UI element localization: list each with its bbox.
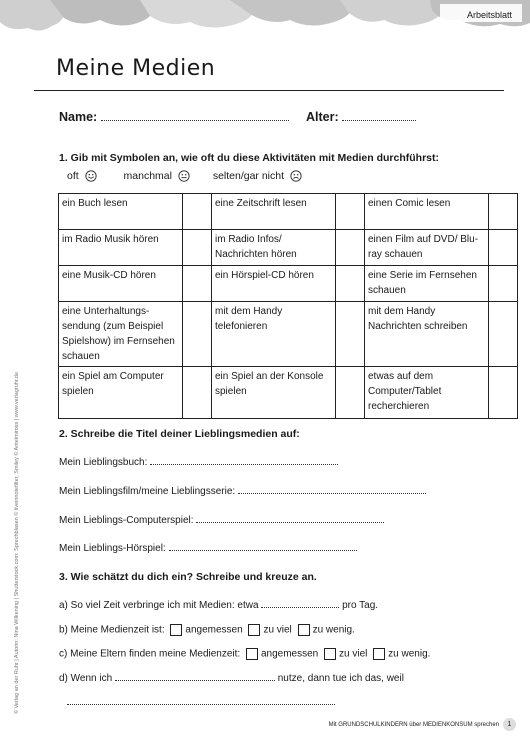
symbol-legend (67, 170, 322, 182)
answer-box[interactable] (489, 266, 518, 302)
option-label: zu viel (263, 624, 292, 636)
answer-box[interactable] (183, 302, 212, 367)
age-row (306, 110, 416, 124)
answer-box[interactable] (336, 266, 365, 302)
legend-label-rarely: selten/gar nicht (212, 170, 285, 182)
favorite-film-field[interactable] (238, 493, 426, 494)
option-label: angemessen (185, 624, 243, 636)
age-field[interactable] (342, 120, 416, 121)
table-row (59, 302, 518, 367)
activity-cell: im Radio Musik hören (59, 230, 183, 266)
answer-box[interactable] (183, 367, 212, 419)
favorite-game-field[interactable] (196, 522, 384, 523)
option-label: zu viel (339, 648, 368, 660)
q3d-answer-line (59, 697, 335, 708)
activity-cell: eine Serie im Fernsehen schauen (365, 266, 489, 302)
time-field[interactable] (261, 607, 339, 608)
checkbox-appropriate[interactable] (170, 624, 182, 636)
speech-bubbles-decoration (0, 0, 530, 38)
age-label: Alter: (306, 110, 339, 124)
credit-sidebar (12, 360, 22, 720)
q3d-suffix: nutze, dann tue ich das, weil (277, 673, 404, 684)
answer-box[interactable] (336, 302, 365, 367)
title-divider (34, 90, 504, 91)
activity-cell: mit dem Handy telefonieren (212, 302, 336, 367)
worksheet-label: Arbeitsblatt (466, 10, 512, 20)
happy-smiley-icon (85, 170, 97, 182)
table-row (59, 230, 518, 266)
page-number: 1 (503, 718, 516, 731)
q3b-line (59, 624, 355, 636)
activity-cell: eine Zeitschrift lesen (212, 194, 336, 230)
checkbox-too-much[interactable] (248, 624, 260, 636)
activity-cell: einen Comic lesen (365, 194, 489, 230)
question-2-heading: 2. Schreibe die Titel deiner Lieblingsmedien auf: (59, 428, 300, 440)
q3a-line (59, 600, 378, 611)
checkbox-too-little[interactable] (298, 624, 310, 636)
table-row (59, 266, 518, 302)
table-row (59, 367, 518, 419)
footer (329, 718, 516, 731)
media-field[interactable] (115, 680, 275, 681)
activity-cell: im Radio Infos/ Nachrichten hören (212, 230, 336, 266)
question-1-heading: 1. Gib mit Symbolen an, wie oft du diese Aktivitäten mit Medien durchführst: (59, 152, 439, 164)
favorite-film-label: Mein Lieblingsfilm/meine Lieblingsserie: (59, 486, 236, 497)
q3a-label: a) So viel Zeit verbringe ich mit Medien: etwa (59, 600, 259, 611)
q3d-label: d) Wenn ich (59, 673, 113, 684)
table-row (59, 194, 518, 230)
neutral-smiley-icon (178, 170, 190, 182)
answer-box[interactable] (183, 194, 212, 230)
favorite-audio-line (59, 543, 357, 554)
option-label: angemessen (260, 648, 319, 660)
legend-label-sometimes: manchmal (123, 170, 172, 182)
favorite-audio-label: Mein Lieblings-Hörspiel: (59, 543, 166, 554)
answer-box[interactable] (336, 230, 365, 266)
activity-cell: mit dem Handy Nachrichten schreiben (365, 302, 489, 367)
legend-label-often: oft (67, 170, 79, 182)
name-field[interactable] (101, 120, 289, 121)
favorite-film-line (59, 486, 426, 497)
answer-box[interactable] (336, 194, 365, 230)
activity-cell: eine Unterhaltungs-sendung (zum Beispiel Spielshow) im Fernsehen schauen (59, 302, 183, 367)
activity-cell: ein Hörspiel-CD hören (212, 266, 336, 302)
q3b-label: b) Meine Medienzeit ist: (59, 624, 165, 636)
answer-box[interactable] (183, 266, 212, 302)
q3c-line (59, 648, 430, 660)
favorite-book-line (59, 457, 338, 468)
answer-box[interactable] (489, 230, 518, 266)
credit-text: © Verlag an der Ruhr | Autorin: Nina Wilkening | Shutterstock.com: Sprechblasen © liveinnotefilter, Smiley © Antelmiross | www.verlagruhr.de (14, 372, 20, 715)
q3c-label: c) Meine Eltern finden meine Medienzeit: (59, 648, 241, 660)
reason-field[interactable] (67, 704, 335, 705)
answer-box[interactable] (489, 367, 518, 419)
q3d-line (59, 673, 404, 684)
favorite-audio-field[interactable] (169, 550, 357, 551)
checkbox-too-little[interactable] (373, 648, 385, 660)
activity-cell: ein Spiel am Computer spielen (59, 367, 183, 419)
question-3-heading: 3. Wie schätzt du dich ein? Schreibe und kreuze an. (59, 571, 317, 583)
answer-box[interactable] (183, 230, 212, 266)
favorite-book-label: Mein Lieblingsbuch: (59, 457, 148, 468)
checkbox-too-much[interactable] (324, 648, 336, 660)
activity-cell: einen Film auf DVD/ Blu-ray schauen (365, 230, 489, 266)
footer-text: Mit GRUNDSCHULKINDERN über MEDIENKONSUM sprechen (328, 722, 499, 728)
q3a-suffix: pro Tag. (342, 600, 379, 611)
option-label: zu wenig. (312, 624, 355, 636)
answer-box[interactable] (336, 367, 365, 419)
activities-table (58, 193, 518, 419)
option-label: zu wenig. (388, 648, 431, 660)
page-title: Meine Medien (56, 56, 216, 81)
sad-smiley-icon (290, 170, 302, 182)
checkbox-appropriate[interactable] (246, 648, 258, 660)
favorite-book-field[interactable] (150, 464, 338, 465)
activity-cell: ein Buch lesen (59, 194, 183, 230)
activity-cell: eine Musik-CD hören (59, 266, 183, 302)
activity-cell: etwas auf dem Computer/Tablet recherchieren (365, 367, 489, 419)
name-row (59, 110, 289, 124)
favorite-game-line (59, 515, 384, 526)
activity-cell: ein Spiel an der Konsole spielen (212, 367, 336, 419)
answer-box[interactable] (489, 302, 518, 367)
name-label: Name: (59, 110, 98, 124)
answer-box[interactable] (489, 194, 518, 230)
favorite-game-label: Mein Lieblings-Computerspiel: (59, 515, 194, 526)
